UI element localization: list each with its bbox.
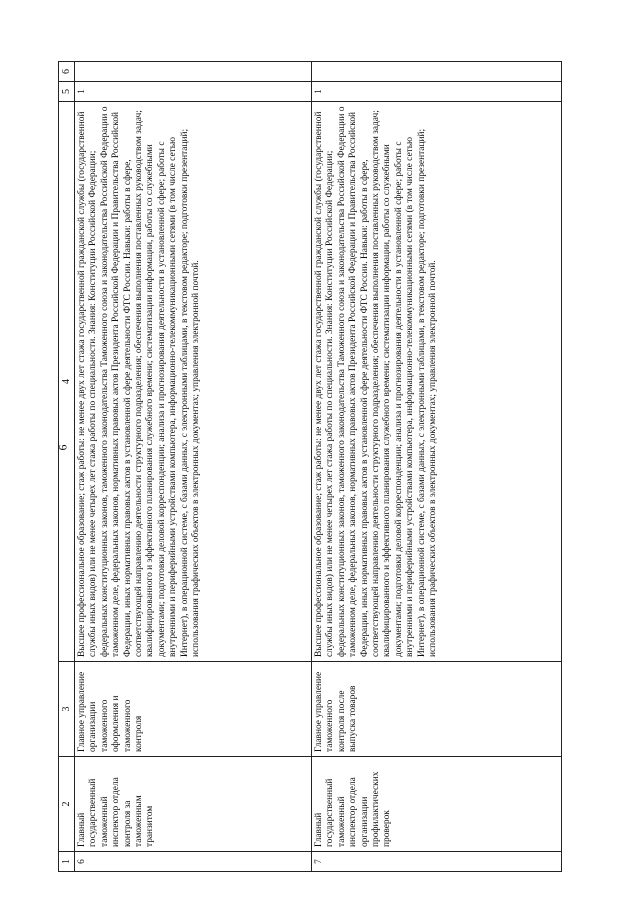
header-col-3: 3	[59, 662, 75, 757]
department-cell: Главное управление организации таможенного оформления и таможенного контроля	[75, 662, 312, 757]
header-col-4: 4	[59, 102, 75, 662]
position-cell: Главный государственный таможенный инспектор отдела контроля за таможенным транзитом	[75, 757, 312, 852]
header-col-2: 2	[59, 757, 75, 852]
header-col-5: 5	[59, 82, 75, 102]
page-number: 6	[55, 444, 70, 451]
requirements-cell: Высшее профессиональное образование; стаж работы: не менее двух лет стажа государственной гражданской службы (государственной службы иных видов) или не менее четырех лет стажа работы по специальности. Знания: Конституции Российской Федерации; федеральных конституционных законов, таможенного законодательства Таможенного союза и законодательства Российской Федерации о таможенном деле, федеральных законов, нормативных правовых актов Президента Российской Федерации и Правительства Российской Федерации, иных нормативных правовых актов в установленной сфере деятельности ФТС России. Навыки: работы в сфере, соответствующей направлению деятельности структурного подразделения; обеспечения выполнения поставленных руководством задач; квалифицированного и эффективного планирования служебного времени; систематизации информации, работы со служебными документами; подготовки деловой корреспонденции; анализа и прогнозирования деятельности в установленной сфере; работы с внутренними и периферийными устройствами компьютера, информационно-телекоммуникационными сетями (в том числе сетью Интернет), в операционной системе, с базами данных, с электронными таблицами, в текстовом редакторе; подготовки презентаций; использования графических объектов в электронных документах; управления электронной почтой.	[75, 102, 312, 662]
col5-cell: 1	[75, 82, 312, 102]
positions-table	[55, 61, 562, 872]
department-cell: Главное управление таможенного контроля после выпуска товаров	[312, 662, 562, 757]
col6-cell	[312, 62, 562, 82]
row-number: 7	[312, 852, 562, 872]
row-number: 6	[75, 852, 312, 872]
col5-cell: 1	[312, 82, 562, 102]
position-cell: Главный государственный таможенный инспектор отдела организации профилактических проверок	[312, 757, 562, 852]
table-header-row	[59, 62, 75, 872]
rotated-table-container	[55, 62, 578, 872]
table-row	[75, 62, 312, 872]
header-col-6: 6	[59, 62, 75, 82]
header-col-1: 1	[59, 852, 75, 872]
requirements-cell: Высшее профессиональное образование; стаж работы: не менее двух лет стажа государственной гражданской службы (государственной службы иных видов) или не менее четырех лет стажа работы по специальности. Знания: Конституции Российской Федерации; федеральных конституционных законов, таможенного законодательства Таможенного союза и законодательства Российской Федерации о таможенном деле, федеральных законов, нормативных правовых актов Президента Российской Федерации и Правительства Российской Федерации, иных нормативных правовых актов в установленной сфере деятельности ФТС России. Навыки: работы в сфере, соответствующей направлению деятельности структурного подразделения; обеспечения выполнения поставленных руководством задач; квалифицированного и эффективного планирования служебного времени; систематизации информации, работы со служебными документами; подготовки деловой корреспонденции; анализа и прогнозирования деятельности в установленной сфере; работы с внутренними и периферийными устройствами компьютера, информационно-телекоммуникационными сетями (в том числе сетью Интернет), в операционной системе, с базами данных, с электронными таблицами, в текстовом редакторе; подготовки презентаций; использования графических объектов в электронных документах; управления электронной почтой.	[312, 102, 562, 662]
table-row	[312, 62, 562, 872]
col6-cell	[75, 62, 312, 82]
